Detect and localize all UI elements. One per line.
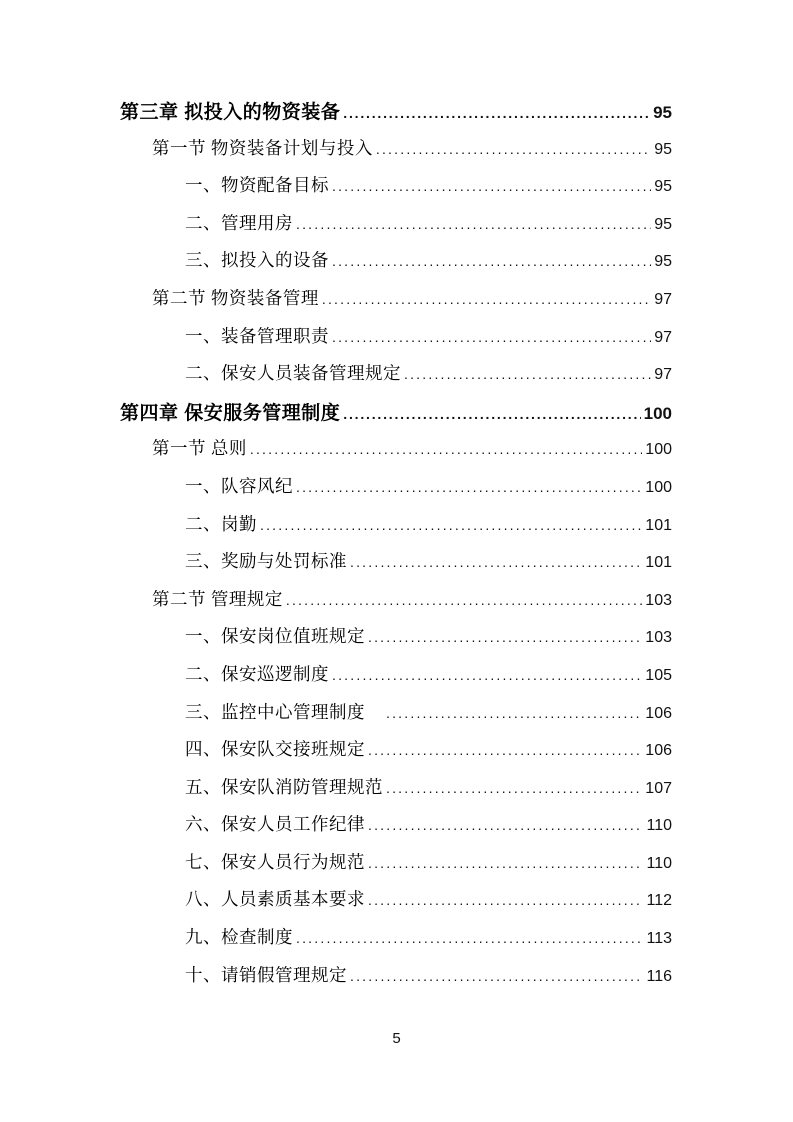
toc-entry-title: 三、奖励与处罚标准 <box>185 551 347 572</box>
toc-entry-title: 第二节 管理规定 <box>152 588 283 609</box>
dot-leader <box>332 250 651 271</box>
toc-entry-page-number: 95 <box>654 253 672 271</box>
toc-entry-page-number: 106 <box>645 742 672 760</box>
toc-entry-page-number: 95 <box>654 215 672 233</box>
toc-entry-item <box>120 811 672 849</box>
toc-entry-page-number: 106 <box>645 704 672 722</box>
toc-entry-page-number: 100 <box>643 403 672 423</box>
toc-entry-page-number: 101 <box>645 516 672 534</box>
dot-leader <box>368 814 643 835</box>
toc-entry-page-number: 95 <box>653 103 672 122</box>
dot-leader <box>386 702 642 723</box>
toc-entry-page-number: 95 <box>654 178 672 196</box>
toc-entry-chapter <box>120 398 672 436</box>
dot-leader <box>368 626 642 647</box>
toc-entry-item <box>120 210 672 248</box>
toc-entry-page-number: 101 <box>645 554 672 572</box>
toc-entry-title: 二、保安人员装备管理规定 <box>185 363 401 384</box>
dot-leader <box>368 889 643 910</box>
toc-entry-title: 二、保安巡逻制度 <box>185 663 329 684</box>
toc-entry-title: 七、保安人员行为规范 <box>185 851 365 872</box>
toc-entry-title: 第三章 拟投入的物资装备 <box>120 102 341 123</box>
toc-entry-title: 一、保安岗位值班规定 <box>185 626 365 647</box>
toc-entry-item <box>120 924 672 962</box>
dot-leader <box>296 476 642 497</box>
dot-leader <box>386 777 642 798</box>
toc-entry-title: 八、人员素质基本要求 <box>185 889 365 910</box>
dot-leader <box>350 965 643 986</box>
dot-leader <box>296 927 643 948</box>
toc-entry-title: 第一节 物资装备计划与投入 <box>152 137 373 158</box>
toc-entry-title: 三、拟投入的设备 <box>185 250 329 271</box>
toc-entry-title: 五、保安队消防管理规范 <box>185 776 383 797</box>
toc-entry-page-number: 97 <box>654 366 672 384</box>
toc-entry-title: 一、装备管理职责 <box>185 325 329 346</box>
toc-entry-section <box>120 135 672 173</box>
dot-leader <box>343 102 650 124</box>
toc-entry-title: 四、保安队交接班规定 <box>185 739 365 760</box>
toc-entry-page-number: 107 <box>645 779 672 797</box>
toc-entry-title: 九、检查制度 <box>185 927 293 948</box>
dot-leader <box>343 403 640 425</box>
toc-entry-item <box>120 623 672 661</box>
toc-entry-item <box>120 661 672 699</box>
toc-entry-page-number: 113 <box>646 930 672 948</box>
dot-leader <box>332 326 651 347</box>
toc-entry-chapter <box>120 97 672 135</box>
toc-entry-page-number: 110 <box>646 817 672 835</box>
toc-entry-title: 一、物资配备目标 <box>185 175 329 196</box>
toc-entry-title: 一、队容风纪 <box>185 475 293 496</box>
toc-entry-section <box>120 586 672 624</box>
toc-entry-item <box>120 886 672 924</box>
toc-entry-item <box>120 736 672 774</box>
dot-leader <box>368 852 643 873</box>
toc-entry-page-number: 110 <box>646 854 672 872</box>
toc-entry-item <box>120 172 672 210</box>
toc-entry-page-number: 116 <box>646 967 672 985</box>
dot-leader <box>296 213 651 234</box>
toc-entry-item <box>120 849 672 887</box>
toc-entry-item <box>120 247 672 285</box>
toc-entry-item <box>120 511 672 549</box>
dot-leader <box>368 739 642 760</box>
toc-entry-page-number: 103 <box>645 629 672 647</box>
toc-entry-title: 第一节 总则 <box>152 438 247 459</box>
toc-entry-page-number: 112 <box>646 892 672 910</box>
toc-entry-page-number: 100 <box>645 441 672 459</box>
dot-leader <box>404 363 651 384</box>
toc-entry-title: 二、管理用房 <box>185 212 293 233</box>
toc-entry-item <box>120 699 672 737</box>
toc-entry-item <box>120 473 672 511</box>
dot-leader <box>332 664 642 685</box>
toc-entry-title: 第二节 物资装备管理 <box>152 287 319 308</box>
toc-entry-page-number: 100 <box>645 478 672 496</box>
toc-entry-page-number: 105 <box>645 666 672 684</box>
toc-entry-item <box>120 323 672 361</box>
toc-entry-section <box>120 285 672 323</box>
footer-page-number: 5 <box>392 1030 401 1047</box>
toc-entry-item <box>120 360 672 398</box>
toc-entry-item <box>120 962 672 1000</box>
dot-leader <box>322 288 651 309</box>
dot-leader <box>286 589 642 610</box>
dot-leader <box>260 514 642 535</box>
toc-entry-item <box>120 548 672 586</box>
toc-entry-item <box>120 774 672 812</box>
toc-entry-page-number: 95 <box>654 140 672 158</box>
toc-entry-title: 第四章 保安服务管理制度 <box>120 402 341 424</box>
toc-entry-title: 六、保安人员工作纪律 <box>185 814 365 835</box>
toc-entry-title: 三、监控中心管理制度 <box>185 701 383 722</box>
toc-entry-section <box>120 435 672 473</box>
dot-leader <box>332 175 651 196</box>
toc-entry-title: 十、请销假管理规定 <box>185 964 347 985</box>
dot-leader <box>350 551 642 572</box>
toc-entry-title: 二、岗勤 <box>185 513 257 534</box>
dot-leader <box>376 138 651 159</box>
dot-leader <box>250 438 642 459</box>
toc-entry-page-number: 103 <box>645 591 672 609</box>
toc-entry-page-number: 97 <box>654 328 672 346</box>
toc-entry-page-number: 97 <box>654 290 672 308</box>
toc-list <box>120 97 672 999</box>
